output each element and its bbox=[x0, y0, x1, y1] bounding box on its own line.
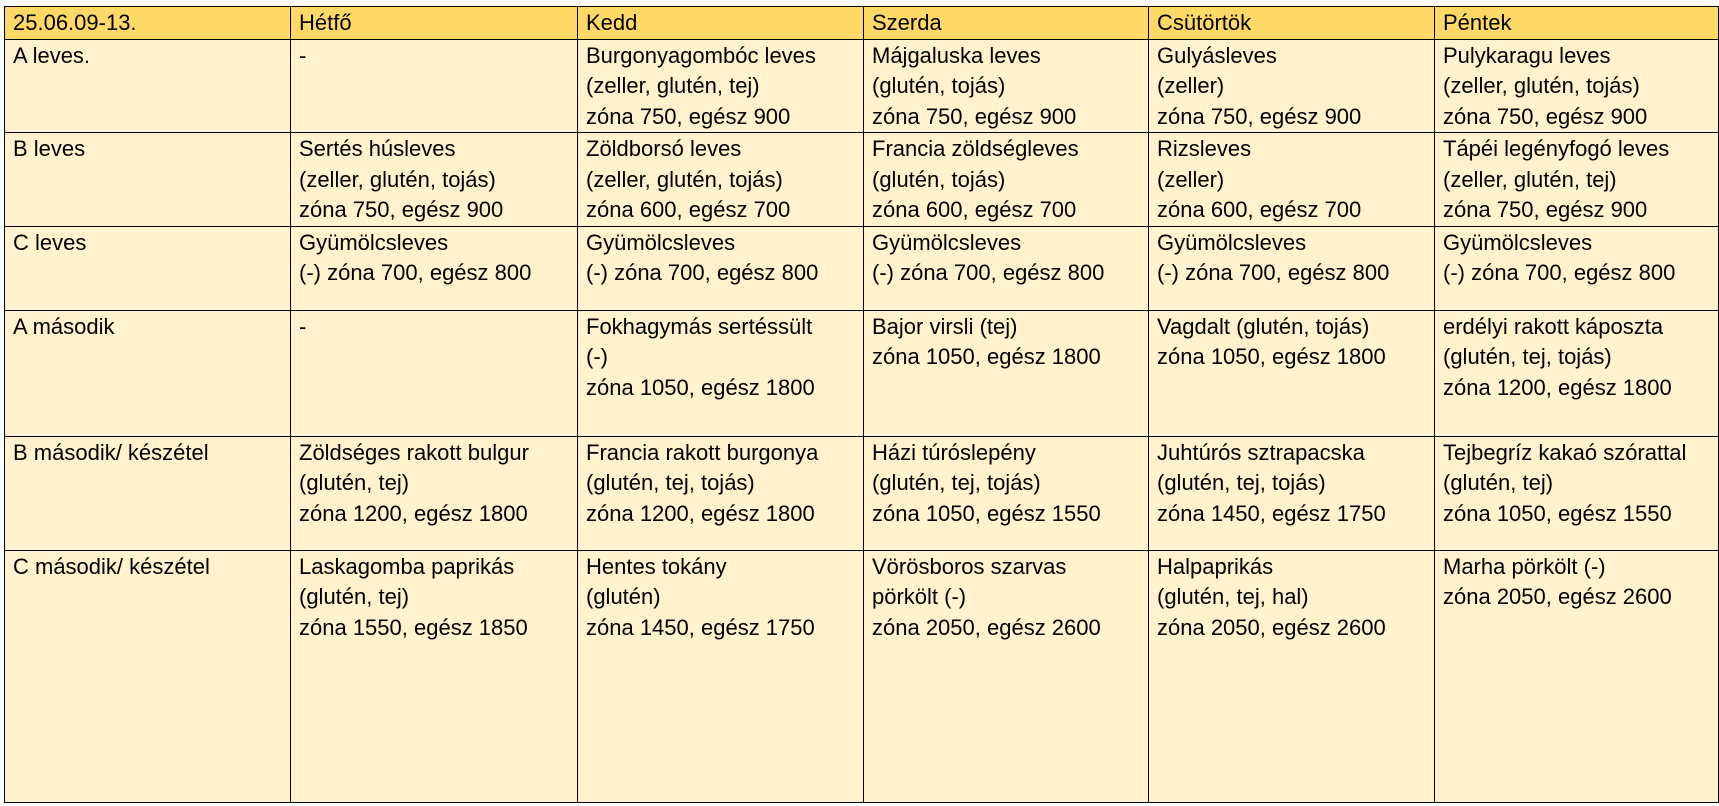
menu-cell-line: Francia rakott burgonya bbox=[586, 439, 819, 465]
menu-cell-line: (-) zóna 700, egész 800 bbox=[872, 260, 1105, 285]
menu-cell bbox=[291, 226, 578, 310]
menu-cell bbox=[578, 226, 864, 310]
table-row bbox=[5, 226, 1719, 310]
menu-cell-line: erdélyi rakott káposzta bbox=[1443, 313, 1664, 339]
menu-cell bbox=[1149, 133, 1435, 227]
menu-cell bbox=[291, 133, 578, 227]
menu-cell bbox=[578, 436, 864, 550]
menu-cell bbox=[578, 310, 864, 436]
menu-cell bbox=[1435, 310, 1719, 436]
menu-cell-line: Gulyásleves bbox=[1157, 42, 1277, 68]
menu-cell-line: (-) zóna 700, egész 800 bbox=[299, 260, 532, 285]
menu-cell-line: Tejbegríz kakaó szórattal bbox=[1443, 439, 1687, 465]
menu-cell-line: zóna 2050, egész 2600 bbox=[1443, 584, 1672, 609]
header-day-tuesday: Kedd bbox=[578, 7, 864, 40]
menu-cell bbox=[578, 550, 864, 802]
menu-cell bbox=[864, 550, 1149, 802]
menu-cell bbox=[1149, 226, 1435, 310]
menu-cell-line: zóna 1050, egész 1800 bbox=[1157, 344, 1386, 369]
menu-cell-line: Laskagomba paprikás bbox=[299, 553, 515, 579]
menu-cell bbox=[291, 39, 578, 133]
menu-cell-line: Tápéi legényfogó leves bbox=[1443, 136, 1670, 161]
menu-cell-line: Vagdalt (glutén, tojás) bbox=[1157, 313, 1370, 339]
menu-cell-line: (zeller, glutén, tojás) bbox=[299, 166, 496, 192]
table-row bbox=[5, 310, 1719, 436]
menu-cell-line: Marha pörkölt (-) bbox=[1443, 553, 1606, 579]
menu-cell-line: zóna 1550, egész 1850 bbox=[299, 614, 528, 640]
menu-cell-line: (glutén, tej, tojás) bbox=[1157, 470, 1326, 495]
menu-cell-line: - bbox=[299, 42, 307, 68]
menu-cell-line: zóna 1200, egész 1800 bbox=[586, 500, 815, 526]
menu-cell-line: Hentes tokány bbox=[586, 553, 727, 579]
header-day-friday: Péntek bbox=[1435, 7, 1719, 40]
menu-cell-line: zóna 750, egész 900 bbox=[586, 103, 791, 129]
menu-cell-line: Burgonyagombóc leves bbox=[586, 42, 816, 68]
table-row bbox=[5, 39, 1719, 133]
menu-cell-line: (glutén, tej, hal) bbox=[1157, 584, 1309, 609]
menu-cell-line: Francia zöldségleves bbox=[872, 136, 1079, 161]
menu-cell-line: zóna 2050, egész 2600 bbox=[872, 614, 1101, 640]
menu-cell-line: zóna 2050, egész 2600 bbox=[1157, 614, 1386, 640]
menu-cell-line: (zeller, glutén, tej) bbox=[586, 73, 760, 98]
menu-cell bbox=[1435, 436, 1719, 550]
menu-cell bbox=[291, 550, 578, 802]
menu-cell-line: (-) zóna 700, egész 800 bbox=[1157, 260, 1390, 285]
menu-cell-line: Gyümölcsleves bbox=[872, 229, 1022, 255]
menu-cell bbox=[1435, 226, 1719, 310]
menu-cell-line: (zeller, glutén, tojás) bbox=[1443, 73, 1640, 98]
menu-cell bbox=[1149, 436, 1435, 550]
menu-cell-line: Sertés húsleves bbox=[299, 136, 456, 161]
menu-cell-line: Májgaluska leves bbox=[872, 42, 1041, 68]
menu-cell-line: Gyümölcsleves bbox=[1443, 229, 1593, 255]
menu-cell-line: zóna 750, egész 900 bbox=[299, 197, 504, 222]
menu-cell bbox=[578, 133, 864, 227]
menu-cell-line: zóna 1050, egész 1800 bbox=[586, 374, 815, 400]
menu-cell-line: (zeller, glutén, tojás) bbox=[586, 166, 783, 192]
menu-cell-line: zóna 1450, egész 1750 bbox=[586, 614, 815, 640]
weekly-menu-table bbox=[4, 6, 1719, 803]
row-label: A második bbox=[5, 310, 291, 436]
row-label: B leves bbox=[5, 133, 291, 227]
menu-cell-line: (glutén, tej) bbox=[1443, 470, 1554, 495]
row-label: B második/ készétel bbox=[5, 436, 291, 550]
menu-cell bbox=[578, 39, 864, 133]
menu-cell-line: (glutén, tej) bbox=[299, 584, 410, 609]
menu-cell-line: Bajor virsli (tej) bbox=[872, 313, 1018, 339]
menu-cell-line: zóna 1050, egész 1550 bbox=[872, 500, 1101, 526]
menu-cell-line: zóna 1200, egész 1800 bbox=[299, 500, 528, 526]
table-row bbox=[5, 133, 1719, 227]
table-row bbox=[5, 436, 1719, 550]
header-row bbox=[5, 7, 1719, 40]
menu-cell-line: Gyümölcsleves bbox=[299, 229, 449, 255]
menu-cell-line: zóna 750, egész 900 bbox=[1157, 103, 1362, 129]
menu-cell-line: Zöldséges rakott bulgur bbox=[299, 439, 529, 465]
menu-cell bbox=[1435, 550, 1719, 802]
menu-cell bbox=[864, 226, 1149, 310]
menu-cell bbox=[1435, 39, 1719, 133]
menu-cell-line: (glutén, tej, tojás) bbox=[586, 470, 755, 495]
menu-cell-line: (glutén, tej) bbox=[299, 470, 410, 495]
menu-cell bbox=[291, 436, 578, 550]
menu-cell bbox=[291, 310, 578, 436]
menu-cell-line: (glutén, tojás) bbox=[872, 166, 1006, 192]
menu-cell-line: Halpaprikás bbox=[1157, 553, 1274, 579]
menu-cell bbox=[864, 310, 1149, 436]
menu-cell-line: zóna 1200, egész 1800 bbox=[1443, 374, 1672, 400]
menu-cell bbox=[1149, 550, 1435, 802]
menu-cell-line: (glutén, tej, tojás) bbox=[872, 470, 1041, 495]
header-day-thursday: Csütörtök bbox=[1149, 7, 1435, 40]
menu-cell-line: pörkölt (-) bbox=[872, 584, 967, 609]
menu-cell-line: Gyümölcsleves bbox=[586, 229, 736, 255]
menu-cell-line: (zeller) bbox=[1157, 73, 1225, 98]
menu-cell-line: (zeller) bbox=[1157, 166, 1225, 192]
table-row bbox=[5, 550, 1719, 802]
row-label: C leves bbox=[5, 226, 291, 310]
menu-cell bbox=[1149, 39, 1435, 133]
header-date: 25.06.09-13. bbox=[5, 7, 291, 40]
menu-cell-line: Zöldborsó leves bbox=[586, 136, 742, 161]
menu-cell-line: zóna 600, egész 700 bbox=[586, 197, 791, 222]
menu-cell-line: zóna 600, egész 700 bbox=[872, 197, 1077, 222]
menu-cell-line: Rizsleves bbox=[1157, 136, 1252, 161]
menu-cell-line: Juhtúrós sztrapacska bbox=[1157, 439, 1365, 465]
menu-cell-line: (glutén, tojás) bbox=[872, 73, 1006, 98]
menu-cell-line: (-) zóna 700, egész 800 bbox=[586, 260, 819, 285]
menu-cell-line: zóna 1450, egész 1750 bbox=[1157, 500, 1386, 526]
menu-cell-line: zóna 750, egész 900 bbox=[1443, 197, 1648, 222]
menu-cell-line: zóna 600, egész 700 bbox=[1157, 197, 1362, 222]
menu-cell bbox=[1435, 133, 1719, 227]
row-label: A leves. bbox=[5, 39, 291, 133]
menu-cell bbox=[864, 436, 1149, 550]
menu-cell-line: (glutén) bbox=[586, 584, 661, 609]
menu-cell-line: zóna 1050, egész 1550 bbox=[1443, 500, 1672, 526]
menu-cell bbox=[864, 133, 1149, 227]
menu-cell-line: (glutén, tej, tojás) bbox=[1443, 344, 1612, 369]
menu-cell-line: - bbox=[299, 313, 307, 339]
menu-cell-line: (-) zóna 700, egész 800 bbox=[1443, 260, 1676, 285]
header-day-monday: Hétfő bbox=[291, 7, 578, 40]
menu-cell-line: Gyümölcsleves bbox=[1157, 229, 1307, 255]
header-day-wednesday: Szerda bbox=[864, 7, 1149, 40]
row-label: C második/ készétel bbox=[5, 550, 291, 802]
menu-cell-line: zóna 1050, egész 1800 bbox=[872, 344, 1101, 369]
menu-cell bbox=[864, 39, 1149, 133]
menu-cell-line: zóna 750, egész 900 bbox=[1443, 103, 1648, 129]
menu-cell-line: (zeller, glutén, tej) bbox=[1443, 166, 1617, 192]
menu-cell-line: zóna 750, egész 900 bbox=[872, 103, 1077, 129]
menu-cell bbox=[1149, 310, 1435, 436]
menu-cell-line: Házi túróslepény bbox=[872, 439, 1036, 465]
menu-cell-line: Fokhagymás sertéssült bbox=[586, 313, 813, 339]
menu-cell-line: (-) bbox=[586, 344, 608, 369]
menu-cell-line: Pulykaragu leves bbox=[1443, 42, 1611, 68]
menu-cell-line: Vörösboros szarvas bbox=[872, 553, 1067, 579]
